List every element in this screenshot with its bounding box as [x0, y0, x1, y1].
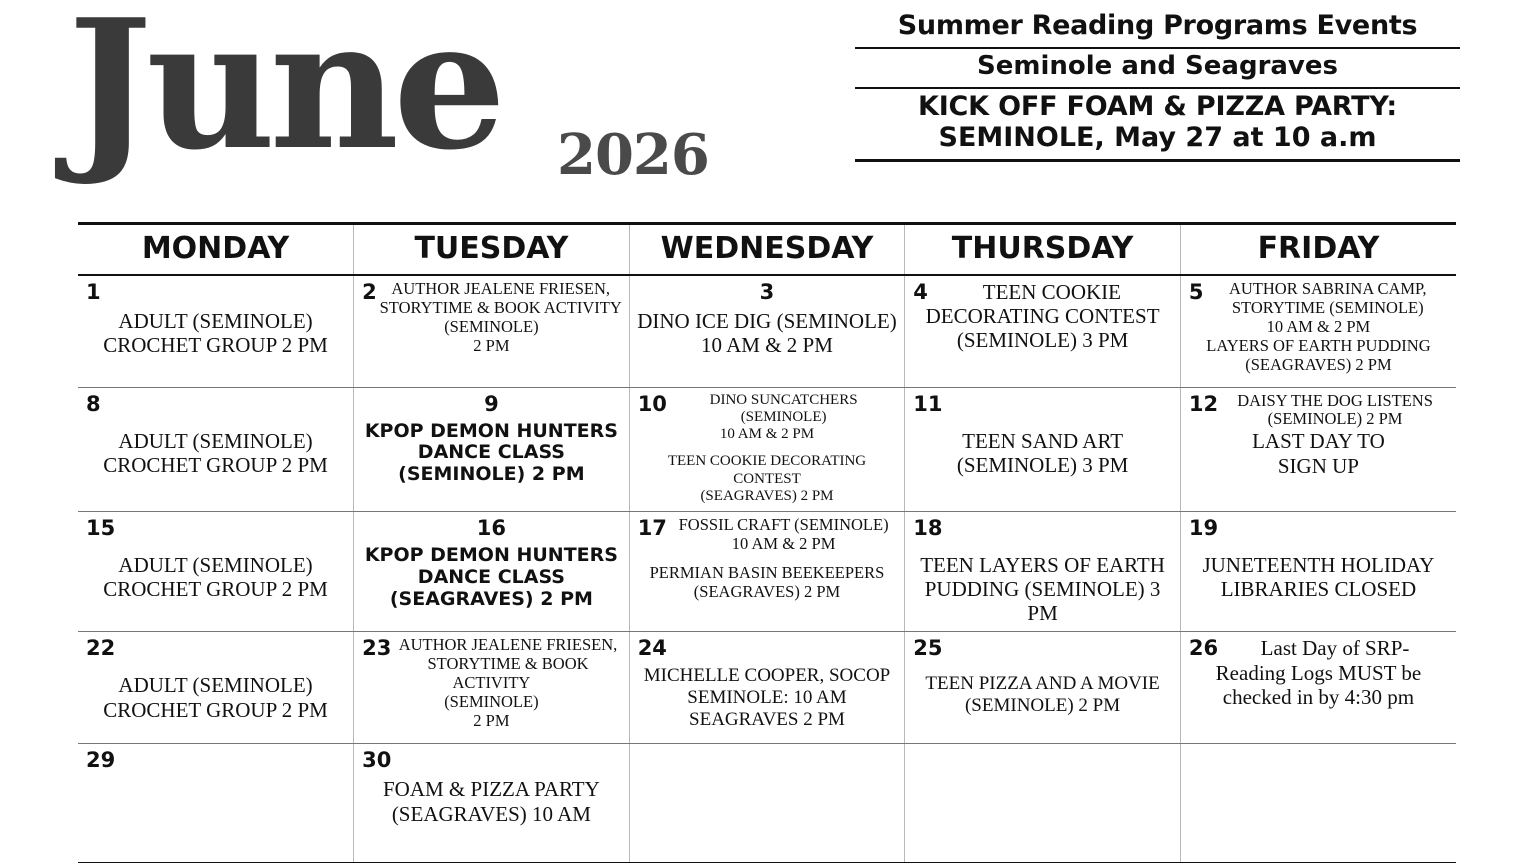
calendar-week-row	[78, 275, 1456, 387]
day-number: 16	[476, 516, 506, 540]
day-number: 12	[1188, 391, 1219, 416]
day-cell-9[interactable]	[354, 387, 630, 512]
day-cell-8[interactable]	[78, 387, 354, 512]
event-line: PERMIAN BASIN BEEKEEPERS	[649, 562, 885, 582]
calendar-grid	[78, 222, 1456, 863]
event-line: PUDDING (SEMINOLE) 3 PM	[924, 577, 1161, 626]
event-line: JUNETEENTH HOLIDAY	[1202, 553, 1435, 577]
event-line: (SEMINOLE) 3 PM	[956, 328, 1129, 353]
event-line: KPOP DEMON HUNTERS	[364, 419, 618, 442]
event-line: FOSSIL CRAFT (SEMINOLE)	[678, 515, 889, 534]
column-header-thursday: THURSDAY	[905, 225, 1181, 275]
event-line: CROCHET GROUP 2 PM	[103, 697, 328, 722]
column-header-friday: FRIDAY	[1180, 225, 1456, 275]
event-line: (SEMINOLE) 2 PM	[398, 463, 585, 486]
event-line: DINO ICE DIG (SEMINOLE)	[637, 309, 897, 333]
day-number: 30	[362, 748, 392, 773]
event-line: (SEAGRAVES) 2 PM	[693, 581, 841, 601]
program-title-block	[855, 8, 1460, 162]
event-line: AUTHOR JEALENE FRIESEN,	[398, 635, 618, 655]
month-name: June	[68, 0, 501, 189]
title-line-3: KICK OFF FOAM & PIZZA PARTY:	[917, 91, 1398, 122]
event-line: DINO SUNCATCHERS (SEMINOLE)	[709, 391, 858, 425]
event-line: (SEMINOLE)	[444, 692, 539, 712]
calendar-header-row	[78, 225, 1456, 275]
event-line: AUTHOR JEALENE FRIESEN,	[391, 279, 611, 298]
month-title-block	[60, 0, 760, 219]
day-cell-5[interactable]	[1180, 275, 1456, 387]
event-line: STORYTIME (SEMINOLE)	[1231, 297, 1424, 317]
event-line: checked in by 4:30 pm	[1222, 684, 1415, 709]
event-line: SEAGRAVES 2 PM	[689, 709, 845, 731]
title-line-2: Seminole and Seagraves	[855, 49, 1460, 89]
month-year: 2026	[557, 122, 709, 188]
event-line: MICHELLE COOPER, SOCOP	[643, 665, 891, 687]
day-cell-25[interactable]	[905, 632, 1181, 744]
event-line: DANCE CLASS	[417, 441, 565, 464]
page-header	[0, 0, 1537, 222]
event-line: 10 AM & 2 PM	[1266, 316, 1371, 336]
day-cell-30[interactable]	[354, 744, 630, 862]
day-cell-15[interactable]	[78, 512, 354, 632]
day-cell-23[interactable]	[354, 632, 630, 744]
day-number: 23	[362, 636, 392, 661]
event-line: ADULT (SEMINOLE)	[118, 553, 313, 577]
event-line: CROCHET GROUP 2 PM	[103, 333, 328, 358]
event-line: ADULT (SEMINOLE)	[118, 309, 313, 333]
day-cell-2[interactable]	[354, 275, 630, 387]
column-header-tuesday: TUESDAY	[354, 225, 630, 275]
event-line: 10 AM & 2 PM	[701, 333, 833, 358]
day-number: 24	[637, 636, 667, 661]
day-number: 8	[86, 391, 101, 416]
event-line: TEEN PIZZA AND A MOVIE	[925, 673, 1160, 695]
day-number: 2	[362, 280, 377, 304]
column-header-monday: MONDAY	[78, 225, 354, 275]
event-line: 10 AM & 2 PM	[719, 426, 815, 442]
event-line: (SEAGRAVES) 2 PM	[700, 487, 834, 504]
event-line: (SEMINOLE)	[444, 316, 539, 336]
event-line: DANCE CLASS	[417, 565, 565, 588]
event-line: STORYTIME & BOOK ACTIVITY	[427, 654, 589, 693]
day-number: 1	[86, 280, 101, 304]
column-header-wednesday: WEDNESDAY	[629, 225, 905, 275]
day-cell-empty-wed	[629, 744, 905, 862]
day-cell-empty-fri	[1180, 744, 1456, 862]
event-line: SIGN UP	[1277, 453, 1359, 478]
day-number: 10	[637, 391, 667, 416]
event-line: DAISY THE DOG LISTENS	[1237, 390, 1433, 410]
day-cell-18[interactable]	[905, 512, 1181, 632]
event-line: KPOP DEMON HUNTERS	[364, 544, 618, 566]
day-cell-10[interactable]	[629, 387, 905, 512]
day-number: 18	[913, 516, 943, 540]
day-number: 3	[759, 280, 775, 304]
day-number: 26	[1188, 636, 1219, 661]
event-line: ADULT (SEMINOLE)	[118, 428, 313, 453]
event-line: Reading Logs MUST be	[1215, 660, 1422, 685]
day-number: 15	[86, 516, 116, 540]
event-line: LIBRARIES CLOSED	[1220, 577, 1417, 602]
event-line: TEEN COOKIE DECORATING CONTEST	[667, 453, 867, 487]
day-cell-29[interactable]	[78, 744, 354, 862]
event-line: SEMINOLE: 10 AM	[687, 687, 847, 709]
event-line: (SEMINOLE) 2 PM	[1267, 409, 1403, 429]
day-number: 22	[86, 636, 116, 661]
day-cell-empty-thu	[905, 744, 1181, 862]
day-number: 19	[1188, 516, 1219, 540]
day-number: 17	[637, 516, 667, 540]
event-line: DECORATING CONTEST	[925, 304, 1160, 329]
title-line-1: Summer Reading Programs Events	[855, 8, 1460, 49]
event-line: STORYTIME & BOOK ACTIVITY	[379, 297, 622, 317]
event-line: LAST DAY TO	[1252, 429, 1385, 454]
day-cell-19[interactable]	[1180, 512, 1456, 632]
event-line: AUTHOR SABRINA CAMP,	[1228, 279, 1427, 298]
day-number: 29	[86, 748, 116, 773]
event-line: TEEN LAYERS OF EARTH	[920, 553, 1165, 577]
event-line: ADULT (SEMINOLE)	[118, 673, 313, 698]
day-number: 9	[484, 391, 499, 416]
title-line-4: SEMINOLE, May 27 at 10 a.m	[855, 122, 1460, 162]
day-cell-12[interactable]	[1180, 387, 1456, 512]
event-line: (SEMINOLE) 2 PM	[964, 695, 1121, 717]
event-line: TEEN COOKIE	[982, 280, 1121, 304]
event-line: (SEAGRAVES) 2 PM	[389, 587, 593, 610]
calendar-week-row	[78, 512, 1456, 632]
calendar-week-row	[78, 744, 1456, 862]
day-cell-16[interactable]	[354, 512, 630, 632]
event-line: Last Day of SRP-	[1260, 636, 1410, 661]
day-number: 5	[1188, 280, 1204, 304]
day-number: 11	[913, 391, 943, 416]
event-line: LAYERS OF EARTH PUDDING	[1206, 335, 1431, 355]
day-cell-3[interactable]	[629, 275, 905, 387]
day-cell-26[interactable]	[1180, 632, 1456, 744]
event-line: (SEAGRAVES) 10 AM	[391, 801, 591, 826]
event-line: (SEMINOLE) 3 PM	[956, 452, 1129, 477]
event-line: FOAM & PIZZA PARTY	[383, 777, 600, 802]
day-cell-11[interactable]	[905, 387, 1181, 512]
event-line: CROCHET GROUP 2 PM	[103, 452, 328, 477]
event-line: TEEN SAND ART	[962, 428, 1124, 453]
day-number: 25	[913, 636, 943, 661]
calendar-week-row	[78, 632, 1456, 744]
event-line: 2 PM	[473, 335, 510, 355]
day-number: 4	[913, 280, 928, 304]
calendar-week-row	[78, 387, 1456, 512]
day-cell-17[interactable]	[629, 512, 905, 632]
event-line: 2 PM	[473, 711, 510, 731]
event-line: 10 AM & 2 PM	[731, 533, 836, 553]
day-cell-4[interactable]	[905, 275, 1181, 387]
event-line: CROCHET GROUP 2 PM	[103, 577, 328, 602]
day-cell-22[interactable]	[78, 632, 354, 744]
day-cell-1[interactable]	[78, 275, 354, 387]
event-line: (SEAGRAVES) 2 PM	[1245, 354, 1392, 374]
day-cell-24[interactable]	[629, 632, 905, 744]
